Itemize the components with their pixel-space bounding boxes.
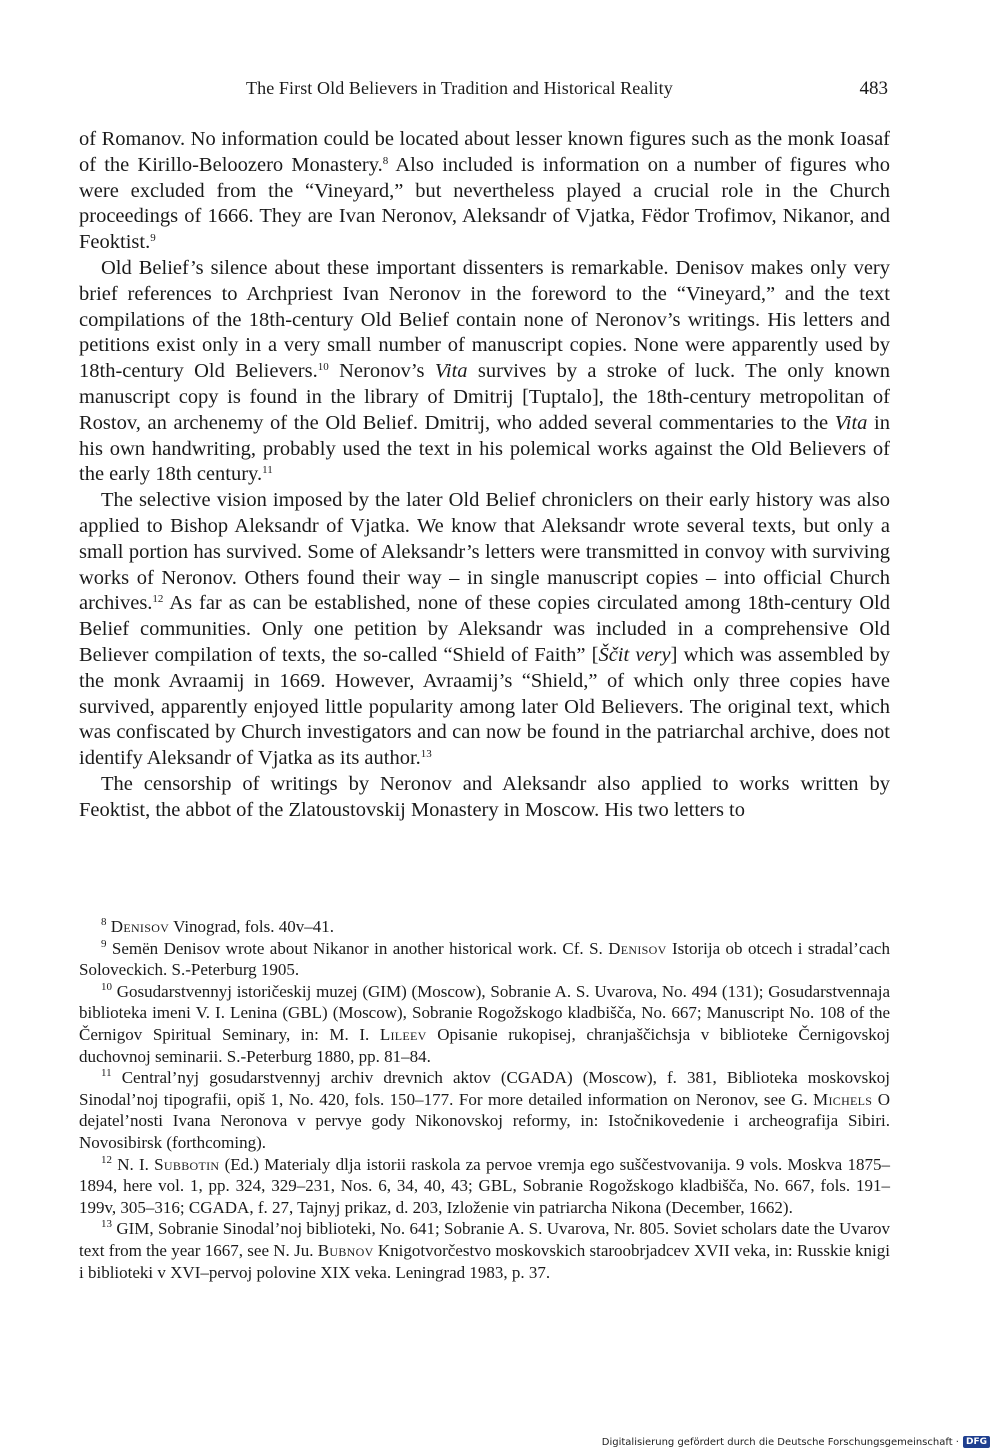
- text-run: of Romanov. No information could be located about lesser known figures such as the monk Ioasaf of the Kirillo-Beloozero Monastery.: [79, 128, 890, 176]
- footnote-number: 9: [101, 937, 107, 950]
- footnote-10: [79, 981, 890, 1067]
- italic-term: Ščit very: [598, 643, 671, 666]
- footnote-text: Opisanie rukopisej, chranjaščichsja v biblioteke Černigovskoj duchovnoj seminarii. S.-Peterburg 1880, pp. 81–84.: [79, 1024, 890, 1066]
- text-run: survives by a stroke of luck. The only known manuscript copy is found in the library of Dmitrij [Tuptalo], the 18th-century metropolitan of Rostov, an archenemy of the Old Belief. Dmitrij, who added several commentaries to the: [79, 360, 890, 434]
- footnote-text: Central’nyj gosudarstvennyj archiv drevnich aktov (CGADA) (Moscow), f. 381, Biblioteka moskovskoj Sinodal’noj tipografii, opiš 1, No. 420, fols. 150–177. For more detailed information on Neronov, see G.: [79, 1068, 890, 1109]
- paragraph: [79, 772, 890, 824]
- footnote-number: 12: [101, 1153, 112, 1166]
- author-name: Bubnov: [317, 1240, 374, 1260]
- footnote-number: 8: [101, 916, 107, 928]
- footnote-11: [79, 1067, 890, 1153]
- digitization-footer: [602, 1436, 990, 1448]
- text-run: in his own handwriting, probably used the text in his polemical works against the Old Believers of the early 18th century.: [79, 411, 890, 486]
- text-run: The censorship of writings by Neronov and Aleksandr also applied to works written by Feoktist, the abbot of the Zlatoustovskij Monastery in Moscow. His two letters to: [79, 772, 890, 821]
- main-text: [79, 127, 890, 824]
- paragraph: [79, 256, 890, 488]
- footnote-number: 13: [101, 1218, 112, 1231]
- italic-term: Vita: [834, 411, 868, 434]
- footnote-text: N. I.: [112, 1154, 155, 1174]
- footnote-text: Istorija ob otcech i stradal’cach Soloveckich. S.-Peterburg 1905.: [79, 938, 890, 980]
- footnote-text: Semën Denisov wrote about Nikanor in another historical work. Cf. S.: [106, 938, 609, 958]
- text-run: Old Belief’s silence about these important dissenters is remarkable. Denisov makes only very brief references to Archpriest Ivan Neronov in the foreword to the “Vineyard,” and the text compilations of the 18th-century Old Belief contain none of Neronov’s writings. His letters and petitions exist only in a very small number of manuscript copies. None were apparently used by 18th-century Old Believers.: [79, 256, 890, 383]
- footnote-ref-8[interactable]: 8: [382, 154, 389, 167]
- author-name: Denisov: [608, 938, 667, 958]
- footnote-12: [79, 1154, 890, 1219]
- text-run: As far as can be established, none of these copies circulated among 18th-century Old Belief communities. Only one petition by Aleksandr was included in a comprehensive Old Believer compilation of texts, the so-called “Shield of Faith” [: [79, 592, 890, 666]
- footnote-text: (Ed.) Materialy dlja istorii raskola za pervoe vremja ego suščestvovanija. 9 vols. Moskva 1875–1894, here vol. 1, pp. 324, 329–231, Nos. 6, 34, 40, 43; GBL, Sobranie Rogožskogo kladbišča, No. 667, fols. 191–199v, 305–316; CGADA, f. 27, Tajnyj prikaz, d. 203, Izloženie vin patriarcha Nikona (December, 1662).: [79, 1154, 890, 1217]
- text-run: Neronov’s: [328, 360, 435, 383]
- paragraph: [79, 488, 890, 772]
- footer-text: Digitalisierung gefördert durch die Deutsche Forschungsgemeinschaft ·: [601, 1436, 959, 1448]
- footnote-text: O dejatel’nosti Ivana Neronova v pervye gody Nikonovskoj reformy, in: Istočnikovedenie i archeografija Sibiri. Novosibirsk (forthcoming).: [79, 1089, 891, 1152]
- author-name: Lileev: [379, 1024, 427, 1044]
- footnote-9: [79, 938, 890, 981]
- footnote-text: Gosudarstvennyj istoričeskij muzej (GIM) (Moscow), Sobranie A. S. Uvarova, No. 494 (131); Gosudarstvennaja biblioteka imeni V. I. Lenina (GBL) (Moscow), Sobranie Rogožskogo kladbišča, No. 667; Manuscript No. 108 of the Černigov Spiritual Seminary, in: M. I.: [79, 981, 890, 1044]
- page-number: 483: [859, 78, 888, 99]
- dfg-logo: DFG: [963, 1436, 990, 1448]
- footnote-13: [79, 1218, 890, 1283]
- running-title: The First Old Believers in Tradition and Historical Reality: [246, 78, 673, 98]
- footnote-8: [79, 916, 890, 938]
- page-header: [0, 78, 1000, 108]
- footnotes: [79, 916, 890, 1283]
- footnote-number: 11: [101, 1067, 112, 1080]
- footnote-number: 10: [101, 980, 112, 993]
- paragraph: [79, 127, 890, 256]
- footnote-ref-11[interactable]: 11: [262, 464, 273, 477]
- italic-term: Vita: [434, 360, 468, 383]
- text-run: The selective vision imposed by the later Old Belief chroniclers on their early history was also applied to Bishop Aleksandr of Vjatka. We know that Aleksandr wrote several texts, but only a small portion has survived. Some of Aleksandr’s letters were transmitted in convoy with surviving works of Neronov. Others found their way – in single manuscript copies – into official Church archives.: [79, 489, 890, 615]
- footnote-text: GIM, Sobranie Sinodal’noj biblioteki, No. 641; Sobranie A. S. Uvarova, Nr. 805. Soviet scholars date the Uvarov text from the year 1667, see N. Ju.: [79, 1219, 890, 1260]
- author-name: Subbotin: [154, 1154, 220, 1174]
- footnote-text: Vinograd, fols. 40v–41.: [169, 917, 335, 936]
- author-name: Michels: [813, 1089, 873, 1109]
- footnote-ref-10[interactable]: 10: [317, 361, 329, 374]
- footnote-ref-13[interactable]: 13: [420, 748, 432, 761]
- footnote-ref-9[interactable]: 9: [150, 232, 156, 245]
- text-run: ] which was assembled by the monk Avraamij in 1669. However, Avraamij’s “Shield,” of which only three copies have survived, apparently enjoyed little popularity among later Old Believers. The original text, which was confiscated by Church investigators and can now be found in the patriarchal archive, does not identify Aleksandr of Vjatka as its author.: [79, 643, 891, 770]
- author-name: Denisov: [110, 917, 170, 936]
- footnote-text: Knigotvorčestvo moskovskich staroobrjadcev XVII veka, in: Russkie knigi i biblioteki v XVI–pervoj polovine XIX veka. Leningrad 1983, p. 37.: [79, 1240, 890, 1282]
- footnote-ref-12[interactable]: 12: [152, 593, 164, 606]
- text-run: Also included is information on a number of figures who were excluded from the “Vineyard,” but nevertheless played a crucial role in the Church proceedings of 1666. They are Ivan Neronov, Aleksandr of Vjatka, Fëdor Trofimov, Nikanor, and Feoktist.: [79, 153, 891, 254]
